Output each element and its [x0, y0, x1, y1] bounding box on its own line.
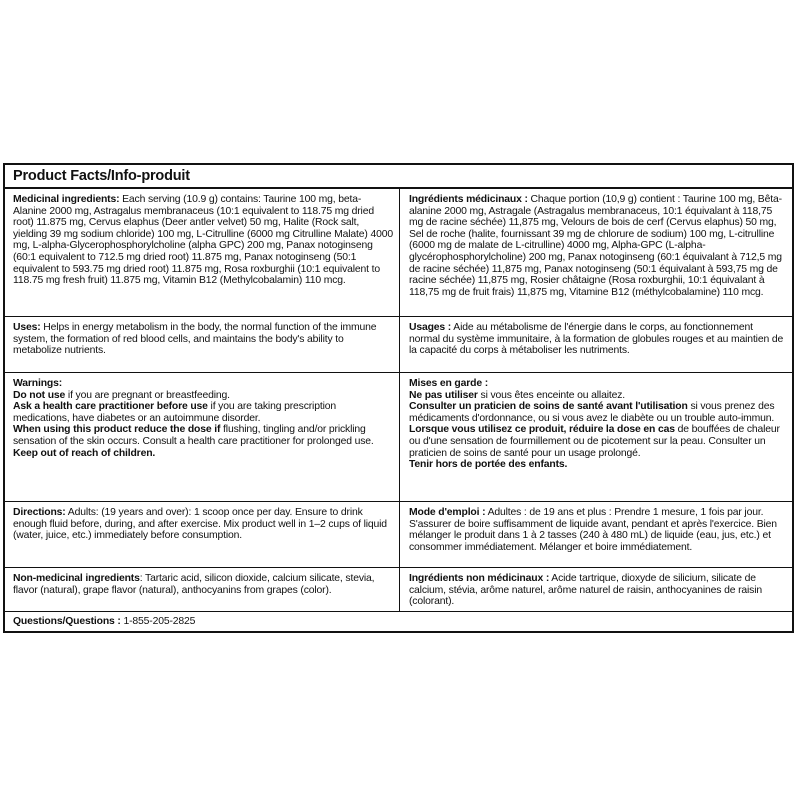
- non-medicinal-label-fr: Ingrédients non médicinaux :: [409, 573, 550, 584]
- directions-label-en: Directions:: [13, 507, 66, 518]
- warnings-row: [5, 373, 792, 502]
- warning-1-bold-en: Do not use: [13, 389, 66, 401]
- medicinal-ingredients-fr: [400, 189, 792, 316]
- warning-3-text-fr: de bouffées de chaleur ou d'une sensation de fourmillement ou de picotement sur la peau. Consulter un praticien de soins de santé pour un usage prolongé.: [409, 424, 780, 459]
- warnings-fr: [400, 373, 792, 501]
- medicinal-ingredients-row: [5, 189, 792, 317]
- medicinal-label-fr: Ingrédients médicinaux :: [409, 194, 528, 205]
- questions-label: Questions/Questions :: [13, 616, 121, 627]
- directions-fr: [400, 502, 792, 567]
- non-medicinal-label-en: Non-medicinal ingredients: [13, 573, 140, 584]
- medicinal-label-en: Medicinal ingredients:: [13, 194, 120, 205]
- directions-label-fr: Mode d'emploi :: [409, 507, 486, 518]
- medicinal-ingredients-en: [5, 189, 400, 316]
- warning-1-text-fr: si vous êtes enceinte ou allaitez.: [477, 389, 626, 401]
- warning-2-text-fr: si vous prenez des médicaments d'ordonnance, ou si vous avez le diabète ou un trouble auto-immun.: [409, 401, 775, 424]
- directions-text-fr: Adultes : de 19 ans et plus : Prendre 1 mesure, 1 fois par jour. S'assurer de boire suffisamment de liquide avant, pendant et après l'exercice. Bien mélanger le produit dans 1 à 2 tasses (240 à 480 mL) de liquide (eau, jus, etc.) et consommer immédiatement. Mélanger et boire immédiatement.: [409, 507, 777, 553]
- non-medicinal-text-fr: Acide tartrique, dioxyde de silicium, silicate de calcium, stévia, arôme naturel, arôme naturel de raisin, anthocyanines de raisin (colorant).: [409, 573, 763, 608]
- uses-fr: [400, 317, 792, 372]
- product-facts-panel: [3, 163, 794, 633]
- uses-label-en: Uses:: [13, 322, 41, 333]
- warnings-en: [5, 373, 400, 501]
- directions-row: [5, 502, 792, 568]
- warnings-heading-en: Warnings:: [13, 378, 63, 389]
- warnings-heading-fr: Mises en garde :: [409, 378, 489, 389]
- non-medicinal-text-en: : Tartaric acid, silicon dioxide, calcium silicate, stevia, flavor (natural), grape flavor (natural), anthocyanins from grapes (color).: [13, 573, 375, 596]
- uses-row: [5, 317, 792, 373]
- questions-cell: [5, 612, 792, 633]
- questions-phone: 1-855-205-2825: [120, 616, 196, 627]
- warning-1-text-en: if you are pregnant or breastfeeding.: [65, 389, 230, 401]
- warning-4-en: Keep out of reach of children.: [13, 447, 156, 459]
- panel-title: Product Facts/Info-produit: [5, 165, 792, 189]
- non-medicinal-fr: [400, 568, 792, 611]
- warning-1-bold-fr: Ne pas utiliser: [409, 389, 478, 401]
- uses-label-fr: Usages :: [409, 322, 452, 333]
- questions-row: [5, 612, 792, 633]
- warning-2-bold-en: Ask a health care practitioner before use: [13, 401, 208, 413]
- warning-2-bold-fr: Consulter un praticien de soins de santé avant l'utilisation: [409, 401, 688, 413]
- non-medicinal-row: [5, 568, 792, 612]
- uses-en: [5, 317, 400, 372]
- directions-text-en: Adults: (19 years and over): 1 scoop once per day. Ensure to drink enough fluid before, during, and after exercise. Mix product well in 1–2 cups of liquid (water, juice, etc.) immediately before consumption.: [13, 507, 387, 542]
- medicinal-text-fr: Chaque portion (10,9 g) contient : Taurine 100 mg, Bêta-alanine 2000 mg, Astragale (Astragalus membranaceus, 10:1 équivalant à 118,75 mg de racine séchée) 11,875 mg, Velours de bois de cerf (Cervus elaphus) 50 mg, Sel de roche (halite, fournissant 39 mg de chlorure de sodium) 100 mg, L-citrulline (6000 mg de malate de L-citrulline) 4000 mg, Alpha-GPC (L-alpha-glycérophosphorylcholine) 200 mg, Panax notoginseng (60:1 équivalant à 712,5 mg de racine séchée) 11,875 mg, Panax notoginseng (50:1 équivalant à 593,75 mg de racine séchée) 11,875 mg, Rosier châtaigne (Rosa roxburghii, 10:1 équivalant à 118,75 mg de fruit frais) 11,875 mg, Vitamine B12 (méthylcobalamine) 110 mcg.: [409, 194, 782, 298]
- directions-en: [5, 502, 400, 567]
- warning-3-bold-fr: Lorsque vous utilisez ce produit, réduire la dose en cas: [409, 424, 675, 436]
- uses-text-fr: Aide au métabolisme de l'énergie dans le corps, au fonctionnement normal du système immunitaire, à la formation de globules rouges et au maintien de la capacité du corps à métaboliser les nutriments.: [409, 322, 784, 357]
- non-medicinal-en: [5, 568, 400, 611]
- warning-4-fr: Tenir hors de portée des enfants.: [409, 459, 568, 471]
- warning-2-text-en: if you are taking prescription medications, have diabetes or an autoimmune disorder.: [13, 401, 336, 424]
- warning-3-bold-en: When using this product reduce the dose if: [13, 424, 221, 436]
- warning-3-text-en: flushing, tingling and/or prickling sensation of the skin occurs. Consult a health care practitioner for prolonged use.: [13, 424, 374, 447]
- medicinal-text-en: Each serving (10.9 g) contains: Taurine 100 mg, beta-Alanine 2000 mg, Astragalus membranaceus (10:1 equivalent to 118.75 mg dried root) 11.875 mg, Cervus elaphus (Deer antler velvet) 50 mg, Halite (Rock salt, yielding 39 mg sodium chloride) 100 mg, L-Citrulline (6000 mg Citrulline Malate) 4000 mg, L-alpha-Glycerophosphorylcholine (alpha GPC) 200 mg, Panax notoginseng (60:1 equivalent to 712.5 mg dried root) 11.875 mg, Panax notoginseng (50:1 equivalent to 593.75 mg dried root) 11.875 mg, Rosa roxburghii (10:1 equivalent to 118.75 mg fresh fruit) 11.875 mg, Vitamin B12 (Methylcobalamin) 110 mcg.: [13, 194, 393, 287]
- uses-text-en: Helps in energy metabolism in the body, the normal function of the immune system, the formation of red blood cells, and maintains the body's ability to metabolize nutrients.: [13, 322, 377, 357]
